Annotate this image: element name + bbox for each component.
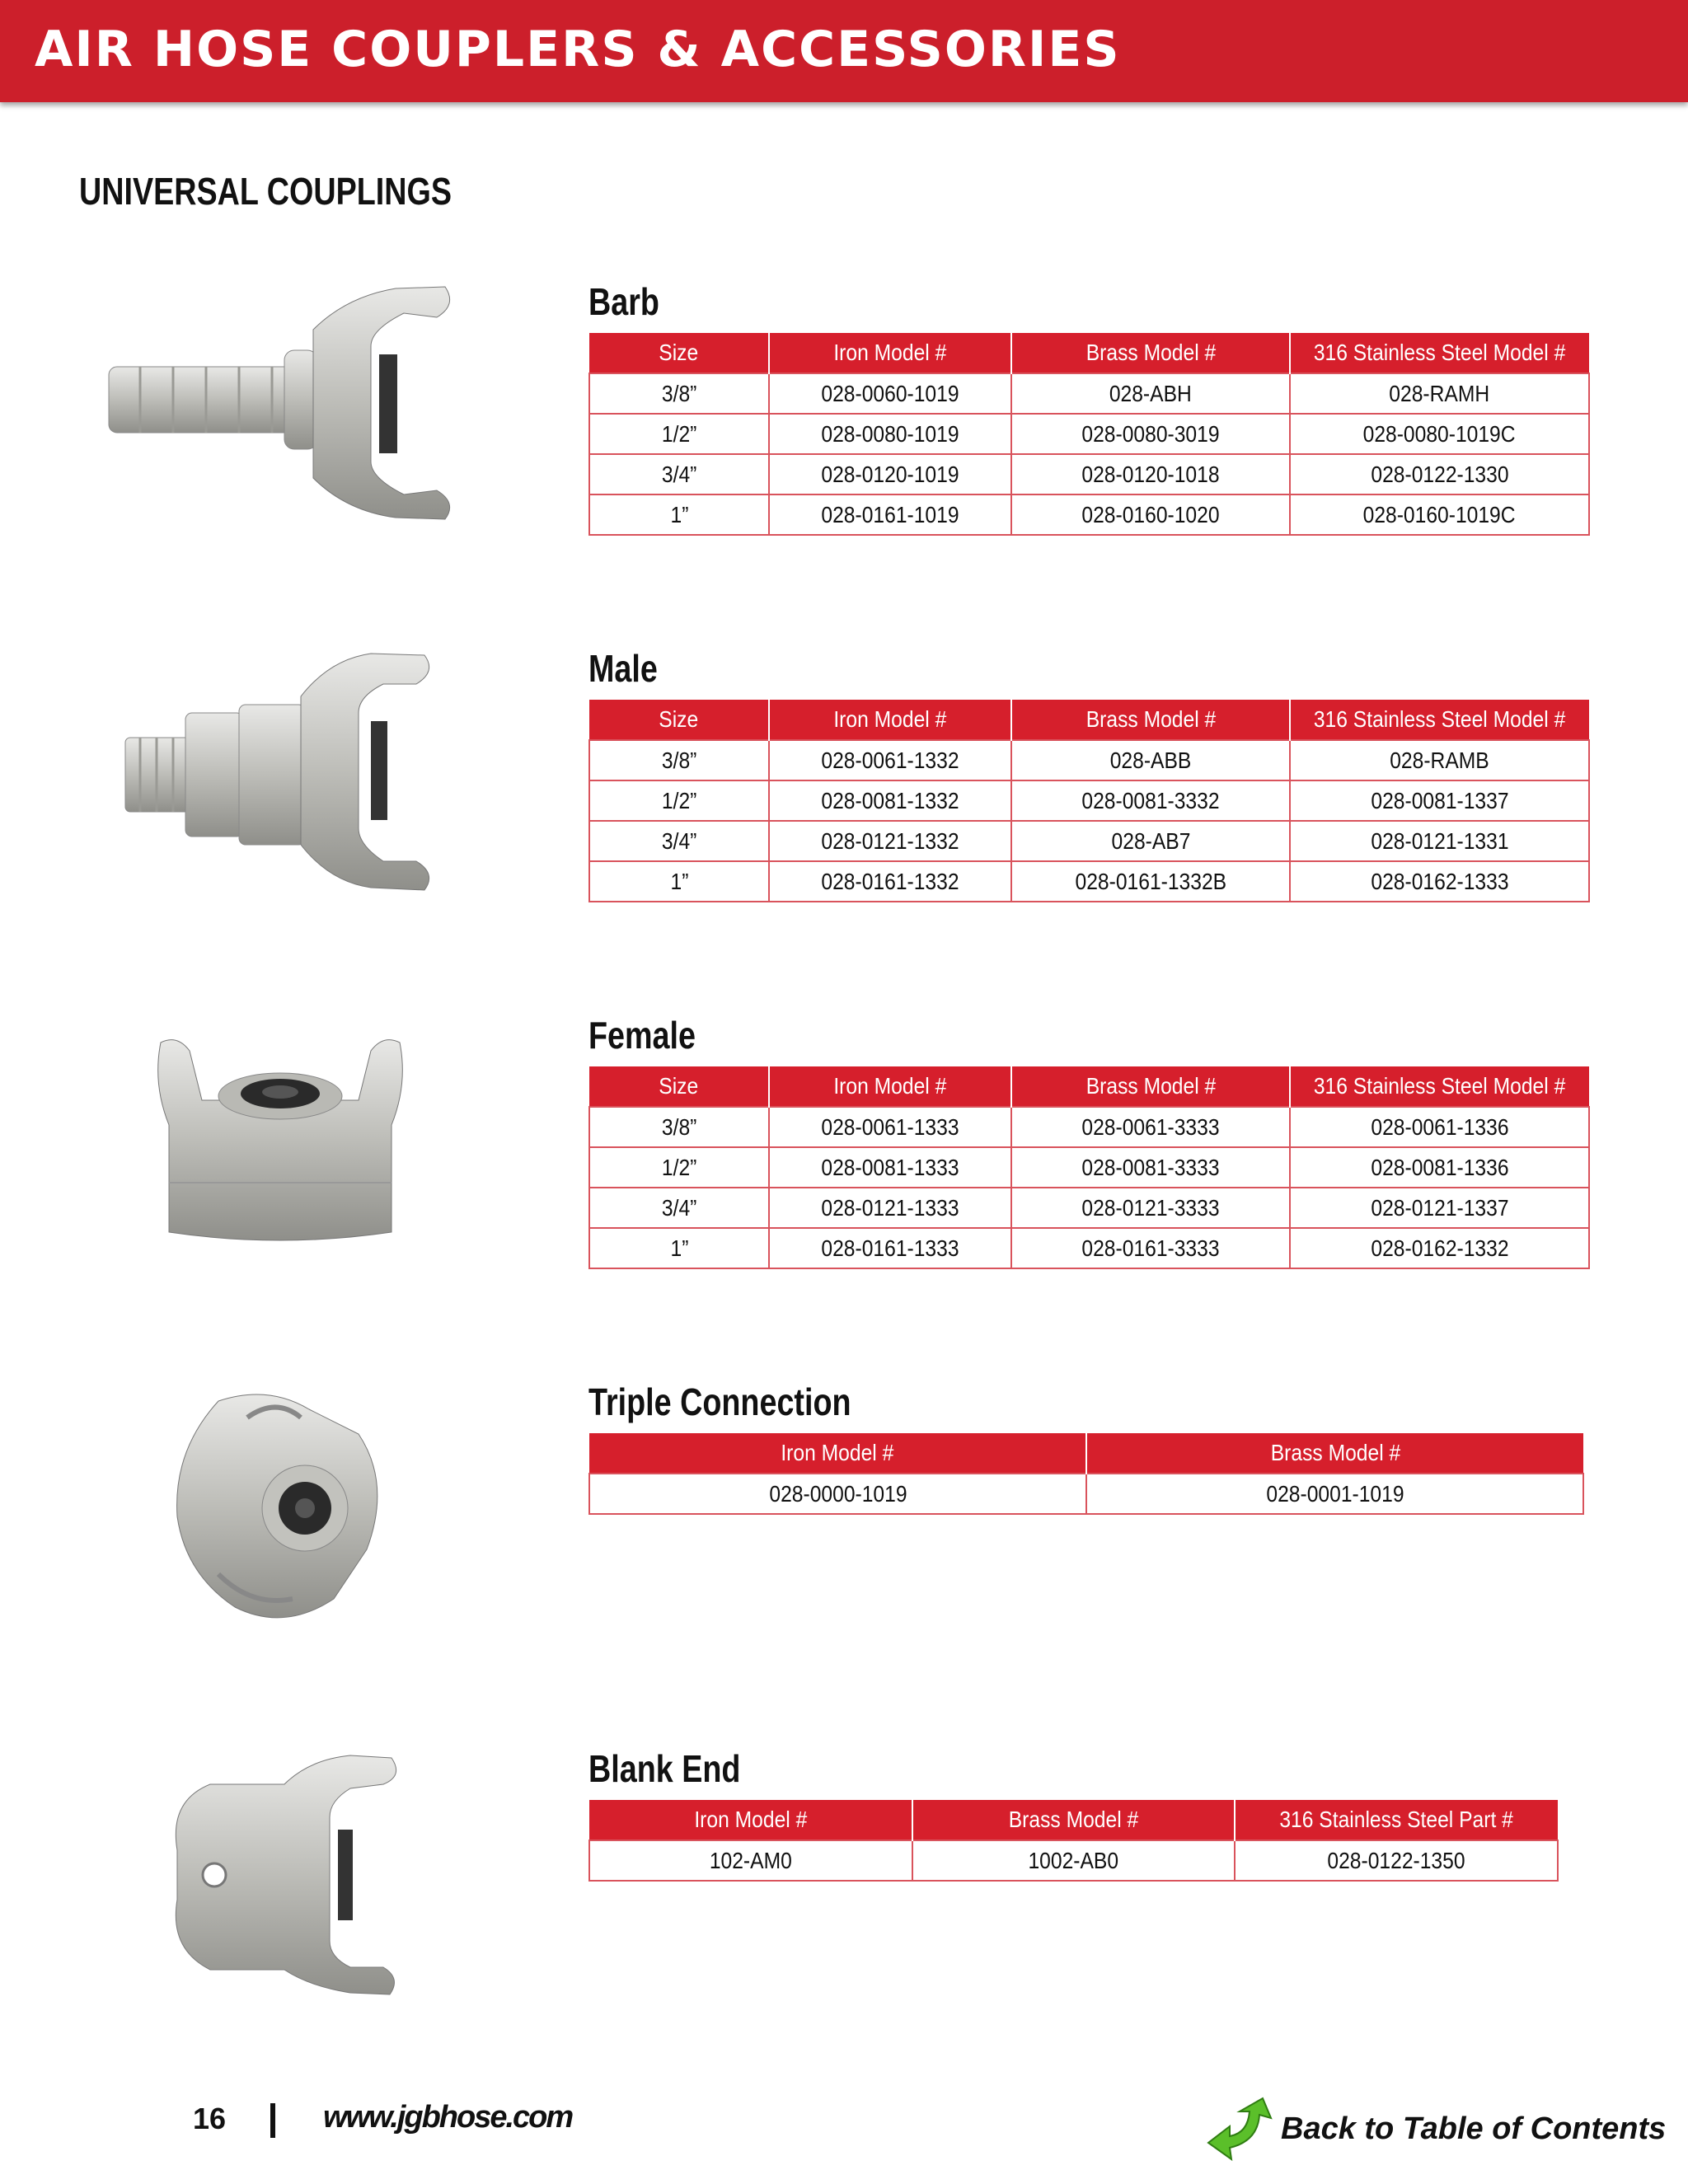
triple-connection-photo bbox=[169, 1385, 400, 1632]
table-cell: 028-0121-1331 bbox=[1290, 821, 1589, 861]
table-cell: 028-ABH bbox=[1011, 373, 1290, 414]
table-cell: 1/2” bbox=[589, 1147, 769, 1188]
table-cell: 028-0160-1019C bbox=[1290, 494, 1589, 535]
table-row bbox=[589, 1188, 1589, 1228]
table-cell: 028-0160-1020 bbox=[1011, 494, 1290, 535]
table-cell: 028-AB7 bbox=[1011, 821, 1290, 861]
column-header: 316 Stainless Steel Model # bbox=[1290, 1066, 1589, 1107]
product-heading: Blank End bbox=[588, 1747, 741, 1790]
product-heading: Male bbox=[588, 647, 658, 690]
table-cell: 3/4” bbox=[589, 821, 769, 861]
table-cell: 028-0061-1336 bbox=[1290, 1107, 1589, 1147]
table-cell: 028-0081-1336 bbox=[1290, 1147, 1589, 1188]
table-cell: 028-0161-1332 bbox=[769, 861, 1011, 902]
table-cell: 028-0081-1337 bbox=[1290, 780, 1589, 821]
table-row bbox=[589, 740, 1589, 780]
table-row bbox=[589, 861, 1589, 902]
female-section bbox=[588, 1014, 1590, 1269]
section-title: UNIVERSAL COUPLINGS bbox=[79, 170, 452, 213]
page-header bbox=[0, 0, 1688, 102]
table-cell: 028-0000-1019 bbox=[589, 1474, 1086, 1514]
table-cell: 028-0161-1332B bbox=[1011, 861, 1290, 902]
column-header: Brass Model # bbox=[1011, 333, 1290, 373]
column-header: Brass Model # bbox=[1011, 700, 1290, 740]
table-cell: 028-0080-1019C bbox=[1290, 414, 1589, 454]
column-header: 316 Stainless Steel Part # bbox=[1235, 1800, 1558, 1840]
table-cell: 028-0120-1018 bbox=[1011, 454, 1290, 494]
table-cell: 1” bbox=[589, 1228, 769, 1268]
table-row bbox=[589, 494, 1589, 535]
column-header: Iron Model # bbox=[769, 333, 1011, 373]
table-cell: 028-0080-1019 bbox=[769, 414, 1011, 454]
table-row bbox=[589, 1840, 1558, 1881]
male-section bbox=[588, 647, 1590, 902]
blank-end-section bbox=[588, 1747, 1559, 1882]
table-cell: 028-0121-1333 bbox=[769, 1188, 1011, 1228]
page-number: 16 bbox=[193, 2102, 227, 2135]
column-header: Brass Model # bbox=[912, 1800, 1235, 1840]
barb-section bbox=[588, 280, 1590, 536]
table-cell: 3/4” bbox=[589, 454, 769, 494]
table-cell: 028-0122-1350 bbox=[1235, 1840, 1558, 1881]
column-header: Brass Model # bbox=[1011, 1066, 1290, 1107]
table-cell: 1/2” bbox=[589, 414, 769, 454]
website-link[interactable]: www.jgbhose.com bbox=[323, 2100, 573, 2135]
column-header: Size bbox=[589, 1066, 769, 1107]
table-row bbox=[589, 414, 1589, 454]
female-coupling-photo bbox=[144, 1034, 416, 1249]
table-cell: 1” bbox=[589, 861, 769, 902]
barb-table bbox=[588, 333, 1590, 536]
table-row bbox=[589, 1474, 1583, 1514]
column-header: 316 Stainless Steel Model # bbox=[1290, 700, 1589, 740]
table-cell: 028-0162-1332 bbox=[1290, 1228, 1589, 1268]
table-cell: 028-0081-3332 bbox=[1011, 780, 1290, 821]
table-cell: 3/8” bbox=[589, 1107, 769, 1147]
table-row bbox=[589, 454, 1589, 494]
table-header-row bbox=[589, 700, 1589, 740]
back-to-toc-label: Back to Table of Contents bbox=[1281, 2111, 1667, 2146]
back-to-toc-link[interactable] bbox=[1205, 2093, 1667, 2168]
blank-end-table bbox=[588, 1800, 1559, 1882]
column-header: 316 Stainless Steel Model # bbox=[1290, 333, 1589, 373]
table-cell: 1/2” bbox=[589, 780, 769, 821]
green-curved-arrow-icon bbox=[1205, 2093, 1274, 2163]
column-header: Iron Model # bbox=[589, 1800, 912, 1840]
barb-coupling-photo bbox=[107, 280, 462, 527]
table-cell: 028-0061-1332 bbox=[769, 740, 1011, 780]
blank-end-photo bbox=[161, 1751, 408, 1999]
table-row bbox=[589, 821, 1589, 861]
table-cell: 028-0081-3333 bbox=[1011, 1147, 1290, 1188]
triple-connection-table bbox=[588, 1433, 1584, 1515]
table-cell: 028-0161-1333 bbox=[769, 1228, 1011, 1268]
table-cell: 028-0001-1019 bbox=[1086, 1474, 1583, 1514]
table-row bbox=[589, 780, 1589, 821]
table-header-row bbox=[589, 1433, 1583, 1474]
table-cell: 102-AM0 bbox=[589, 1840, 912, 1881]
table-cell: 028-0161-1019 bbox=[769, 494, 1011, 535]
column-header: Brass Model # bbox=[1086, 1433, 1583, 1474]
table-cell: 028-0120-1019 bbox=[769, 454, 1011, 494]
table-cell: 028-0162-1333 bbox=[1290, 861, 1589, 902]
product-heading: Barb bbox=[588, 280, 659, 323]
page-title: AIR HOSE COUPLERS & ACCESSORIES bbox=[35, 21, 1121, 78]
table-cell: 1002-AB0 bbox=[912, 1840, 1235, 1881]
male-coupling-photo bbox=[124, 647, 445, 894]
table-cell: 028-RAMB bbox=[1290, 740, 1589, 780]
table-cell: 028-0121-3333 bbox=[1011, 1188, 1290, 1228]
table-cell: 1” bbox=[589, 494, 769, 535]
table-cell: 028-0121-1332 bbox=[769, 821, 1011, 861]
product-heading: Triple Connection bbox=[588, 1380, 851, 1423]
table-cell: 028-0081-1332 bbox=[769, 780, 1011, 821]
column-header: Size bbox=[589, 700, 769, 740]
table-row bbox=[589, 373, 1589, 414]
male-table bbox=[588, 700, 1590, 902]
table-cell: 028-0081-1333 bbox=[769, 1147, 1011, 1188]
triple-connection-section bbox=[588, 1380, 1584, 1515]
table-cell: 028-0161-3333 bbox=[1011, 1228, 1290, 1268]
footer-divider bbox=[270, 2103, 275, 2138]
table-cell: 3/4” bbox=[589, 1188, 769, 1228]
table-row bbox=[589, 1228, 1589, 1268]
table-row bbox=[589, 1107, 1589, 1147]
table-cell: 028-ABB bbox=[1011, 740, 1290, 780]
table-cell: 028-0121-1337 bbox=[1290, 1188, 1589, 1228]
table-row bbox=[589, 1147, 1589, 1188]
female-table bbox=[588, 1066, 1590, 1269]
product-heading: Female bbox=[588, 1014, 696, 1057]
column-header: Iron Model # bbox=[769, 700, 1011, 740]
table-cell: 028-0061-3333 bbox=[1011, 1107, 1290, 1147]
table-cell: 028-0080-3019 bbox=[1011, 414, 1290, 454]
table-cell: 028-0122-1330 bbox=[1290, 454, 1589, 494]
table-cell: 028-0060-1019 bbox=[769, 373, 1011, 414]
table-header-row bbox=[589, 333, 1589, 373]
table-header-row bbox=[589, 1066, 1589, 1107]
table-cell: 028-0061-1333 bbox=[769, 1107, 1011, 1147]
table-cell: 028-RAMH bbox=[1290, 373, 1589, 414]
column-header: Iron Model # bbox=[769, 1066, 1011, 1107]
table-cell: 3/8” bbox=[589, 373, 769, 414]
table-cell: 3/8” bbox=[589, 740, 769, 780]
column-header: Iron Model # bbox=[589, 1433, 1086, 1474]
table-header-row bbox=[589, 1800, 1558, 1840]
column-header: Size bbox=[589, 333, 769, 373]
